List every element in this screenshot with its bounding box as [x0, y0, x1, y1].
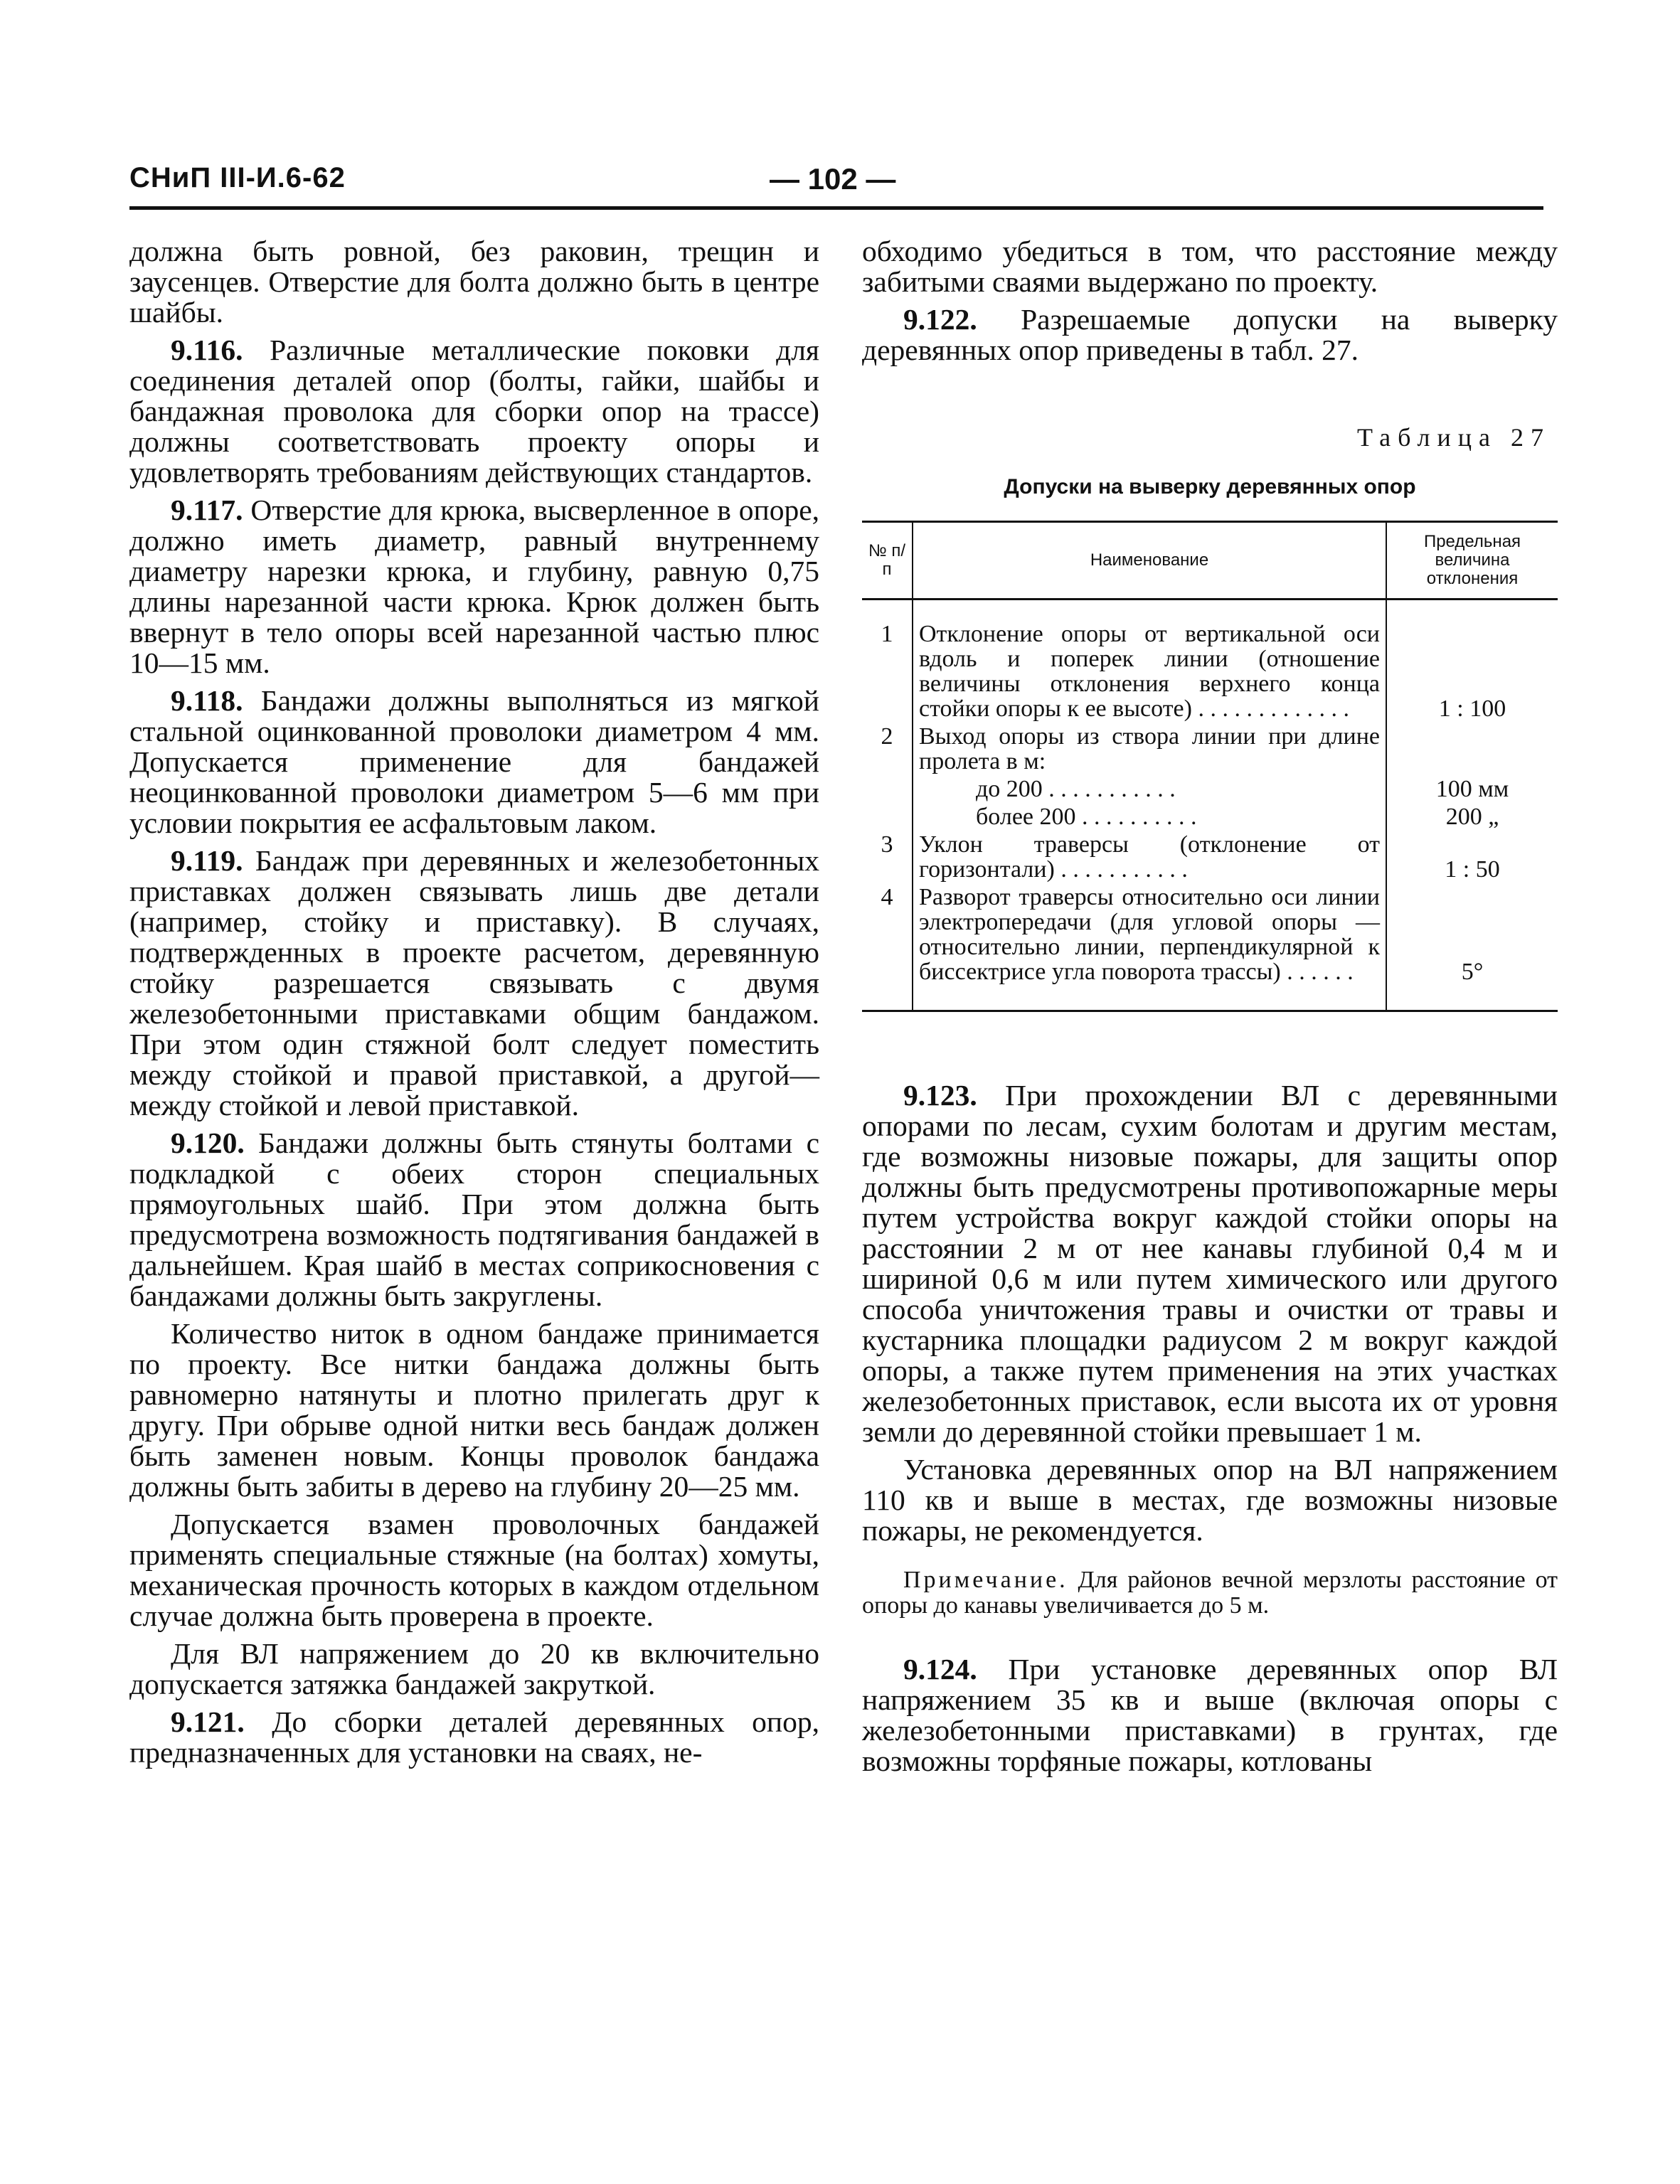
- row-name: [913, 723, 1386, 775]
- clause-number: 9.119.: [171, 844, 243, 877]
- paragraph-text: Отверстие для крюка, высверленное в опоре, должно иметь диаметр, равный внутреннему диаметру нарезки крюка, и глубину, равную 0,75 длины нарезанной части крюка. Крюк должен быть ввернут в тело опоры всей нарезанной частью плюс 10—15 мм.: [129, 494, 819, 679]
- paragraph-text: обходимо убедиться в том, что расстояние между забитыми сваями выдержано по проекту.: [862, 235, 1558, 298]
- right-end-text: [862, 1654, 1558, 1777]
- paragraph-text: Бандажи должны выполняться из мягкой стальной оцинкованной проволоки диаметром 4 мм. Допускается применение для бандажей неоцинкованной проволоки диаметром 5—6 мм при условии покрытия ее асфальтовым лаком.: [129, 684, 819, 839]
- row-name-text: Уклон траверсы (отклонение от горизонтали) . . . . . . . . . . .: [919, 831, 1380, 883]
- row-number-text: 1: [881, 621, 893, 647]
- header-rule: [129, 206, 1543, 210]
- paragraph: [129, 686, 819, 838]
- clause-number: 9.118.: [171, 684, 243, 717]
- row-number: [862, 831, 913, 883]
- row-number-text: 3: [881, 831, 893, 858]
- paragraph: [129, 846, 819, 1121]
- header-number: № п/п: [862, 522, 913, 600]
- row-number: [862, 775, 913, 803]
- clause-number: 9.123.: [903, 1079, 977, 1112]
- row-number: [862, 803, 913, 831]
- row-name: [913, 803, 1386, 831]
- table-row: [862, 723, 1558, 775]
- row-name-text: Отклонение опоры от вертикальной оси вдоль и поперек линии (отношение величины отклонения верхнего конца стойки опоры к ее высоте) . . . . . . . . . . . . .: [919, 621, 1380, 722]
- row-number: [862, 723, 913, 775]
- note-label: Примечание.: [903, 1567, 1068, 1593]
- paragraph: [129, 495, 819, 678]
- paragraph: [129, 1319, 819, 1502]
- clause-number: 9.116.: [171, 334, 243, 366]
- note: [862, 1567, 1558, 1619]
- row-value-text: 200 „: [1445, 804, 1499, 830]
- row-value: [1386, 600, 1558, 723]
- page-header: [129, 162, 1543, 202]
- row-value: [1386, 723, 1558, 775]
- paragraph: [129, 1707, 819, 1768]
- paragraph-text: Для ВЛ напряжением до 20 кв включительно допускается затяжка бандажей закруткой.: [129, 1637, 819, 1700]
- row-name-text: Выход опоры из створа линии при длине пролета в м:: [919, 723, 1380, 774]
- row-name-text: более 200 . . . . . . . . . .: [976, 804, 1197, 830]
- paragraph-text: Бандаж при деревянных и железобетонных приставках должен связывать лишь две детали (например, стойку и приставку). В случаях, подтвержденных в проекте расчетом, деревянную стойку разрешается связывать с двумя железобетонными приставками общим бандажом. При этом один стяжной болт следует поместить между стойкой и правой приставкой, а другой—между стойкой и левой приставкой.: [129, 844, 819, 1122]
- table-row: [862, 883, 1558, 1011]
- table-row: [862, 600, 1558, 723]
- paragraph: [862, 1454, 1558, 1546]
- row-name-text: до 200 . . . . . . . . . . .: [976, 776, 1176, 802]
- paragraph: [129, 1509, 819, 1631]
- clause-number: 9.124.: [903, 1653, 977, 1685]
- row-value-text: 1 : 100: [1438, 696, 1506, 722]
- row-name: [913, 775, 1386, 803]
- row-number-text: 2: [881, 723, 893, 750]
- row-value-text: 100 мм: [1435, 776, 1509, 802]
- row-name: [913, 831, 1386, 883]
- tolerance-table: [862, 521, 1558, 1012]
- row-name: [913, 883, 1386, 1011]
- header-value: Предельная величина отклонения: [1386, 522, 1558, 600]
- paragraph-text: Количество ниток в одном бандаже принимается по проекту. Все нитки бандажа должны быть равномерно натянуты и плотно прилегать друг к другу. При обрыве одной нитки весь бандаж должен быть заменен новым. Концы проволок бандажа должны быть забиты в дерево на глубину 20—25 мм.: [129, 1317, 819, 1503]
- row-name: [913, 600, 1386, 723]
- paragraph-text: должна быть ровной, без раковин, трещин и заусенцев. Отверстие для болта должно быть в центре шайбы.: [129, 235, 819, 329]
- row-number-text: 4: [881, 884, 893, 910]
- clause-number: 9.117.: [171, 494, 243, 526]
- paragraph: [129, 236, 819, 328]
- table-caption: Допуски на выверку деревянных опор: [1004, 475, 1416, 499]
- table-label: Таблица 27: [1357, 423, 1551, 452]
- row-number: [862, 600, 913, 723]
- table-row: [862, 775, 1558, 803]
- row-value: [1386, 775, 1558, 803]
- paragraph-text: Бандажи должны быть стянуты болтами с подкладкой с обеих сторон специальных прямоугольных шайб. При этом должна быть предусмотрена возможность подтягивания бандажей в дальнейшем. Края шайб в местах соприкосновения с бандажами должны быть закруглены.: [129, 1126, 819, 1312]
- paragraph-text: Различные металлические поковки для соединения деталей опор (болты, гайки, шайбы и бандажная проволока для сборки опор на трассе) должны соответствовать проекту опоры и удовлетворять требованиям действующих стандартов.: [129, 334, 820, 489]
- paragraph: [129, 1639, 819, 1700]
- clause-number: 9.122.: [903, 303, 977, 336]
- row-value: [1386, 883, 1558, 1011]
- table-row: [862, 803, 1558, 831]
- paragraph: [862, 1654, 1558, 1777]
- paragraph: [862, 304, 1558, 366]
- paragraph: [129, 335, 819, 488]
- left-column: [129, 236, 819, 1775]
- row-value-text: 1 : 50: [1445, 856, 1500, 883]
- right-column: [862, 236, 1558, 1784]
- right-top-text: [862, 236, 1558, 366]
- document-code: СНиП III-И.6-62: [129, 162, 346, 193]
- paragraph-text: Разрешаемые допуски на выверку деревянных опор приведены в табл. 27.: [862, 303, 1558, 366]
- row-value-text: 5°: [1461, 959, 1484, 985]
- row-value: [1386, 803, 1558, 831]
- paragraph-text: До сборки деталей деревянных опор, предназначенных для установки на сваях, не-: [129, 1705, 819, 1769]
- note-text: Для районов вечной мерзлоты расстояние от опоры до канавы увеличивается до 5 м.: [862, 1567, 1558, 1619]
- paragraph: [862, 236, 1558, 297]
- right-bottom-text: [862, 1080, 1558, 1546]
- paragraph: [862, 1080, 1558, 1447]
- paragraph-text: При прохождении ВЛ с деревянными опорами по лесам, сухим болотам и другим местам, где возможны низовые пожары, для защиты опор должны быть предусмотрены противопожарные меры путем устройства вокруг каждой стойки опоры на расстоянии 2 м от нее канавы глубиной 0,4 м и шириной 0,6 м или путем химического или другого способа уничтожения травы и очистки от травы и кустарника площадки радиусом 2 м вокруг каждой опоры, а также путем применения на этих участках железобетонных приставок, если высота их от уровня земли до деревянной стойки превышает 1 м.: [862, 1079, 1558, 1448]
- header-name: Наименование: [913, 522, 1386, 600]
- clause-number: 9.121.: [171, 1705, 245, 1738]
- page-number: — 102 —: [770, 162, 896, 196]
- row-number: [862, 883, 913, 1011]
- paragraph: [129, 1128, 819, 1311]
- paragraph-text: Допускается взамен проволочных бандажей применять специальные стяжные (на болтах) хомуты, механическая прочность которых в каждом отдельном случае должна быть проверена в проекте.: [129, 1508, 819, 1632]
- row-value: [1386, 831, 1558, 883]
- paragraph-text: При установке деревянных опор ВЛ напряжением 35 кв и выше (включая опоры с железобетонными приставками) в грунтах, где возможны торфяные пожары, котлованы: [862, 1653, 1558, 1777]
- paragraph-text: Установка деревянных опор на ВЛ напряжением 110 кв и выше в местах, где возможны низовые пожары, не рекомендуется.: [862, 1453, 1558, 1547]
- table-row: [862, 831, 1558, 883]
- clause-number: 9.120.: [171, 1126, 245, 1159]
- row-name-text: Разворот траверсы относительно оси линии электропередачи (для угловой опоры — относительно линии, перпендикулярной к биссектрисе угла поворота трассы) . . . . . .: [919, 884, 1380, 985]
